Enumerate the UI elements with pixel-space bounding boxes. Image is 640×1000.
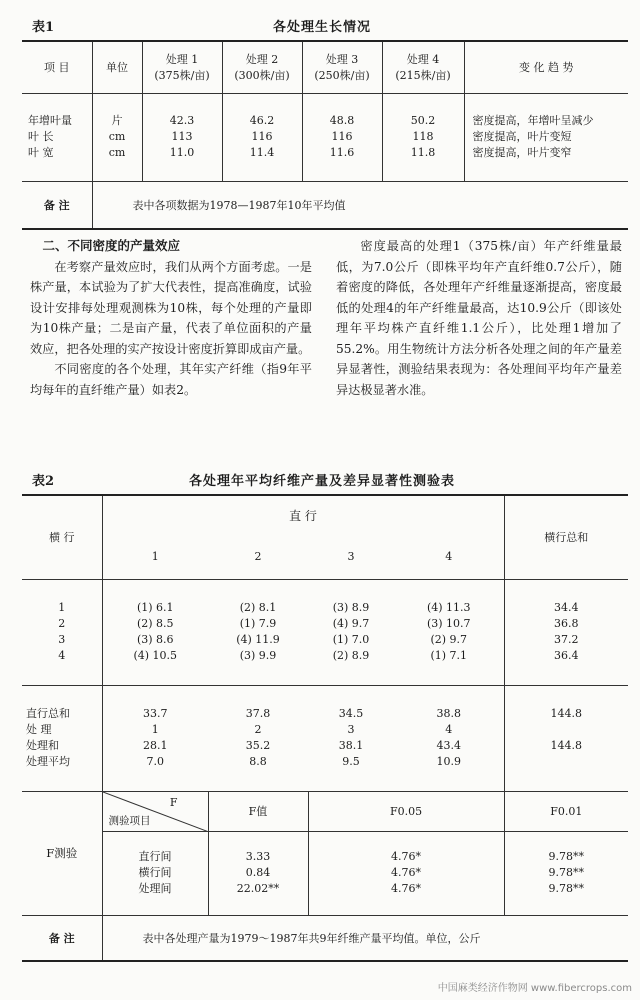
table1-note-row	[22, 181, 628, 229]
table1-title: 各处理生长情况	[272, 20, 371, 35]
table1-head-t1: 处理 1 (375株/亩)	[142, 41, 222, 93]
table1-header-row	[22, 41, 628, 93]
right-text-column	[336, 236, 622, 400]
table2-grid-col1: (1) 6.1 (2) 8.5 (3) 8.6 (4) 10.5	[102, 579, 208, 685]
left-text-column	[30, 236, 312, 400]
diag-bottom-label: 测验项目	[108, 814, 151, 827]
table1-t4-values: 50.2 118 11.8	[382, 93, 464, 181]
table2-ftest-f05-values: 4.76* 4.76* 4.76*	[308, 831, 504, 915]
table1-t2-values: 46.2 116 11.4	[222, 93, 302, 181]
table2-number: 表2	[32, 474, 55, 489]
table2-summary-col3: 34.5 3 38.1 9.5	[338, 707, 364, 768]
table2-grid-col4: (4) 11.3 (3) 10.7 (2) 9.7 (1) 7.1	[426, 601, 471, 662]
table2-ftest-label: F测验	[46, 846, 78, 860]
table2-ftest-head-f01: F0.01	[504, 791, 628, 831]
table2-ftest-head-f05: F0.05	[308, 791, 504, 831]
table1-number: 表1	[32, 20, 55, 35]
table1-head-t3: 处理 3 (250株/亩)	[302, 41, 382, 93]
table1-t1-values: 42.3 113 11.0	[142, 93, 222, 181]
table1-units: 片 cm cm	[92, 93, 142, 181]
table2-caption	[22, 468, 622, 490]
table2-col-2: 2	[254, 550, 262, 564]
table1-head-t4: 处理 4 (215株/亩)	[382, 41, 464, 93]
site-watermark: 中国麻类经济作物网 www.fibercrops.com	[437, 983, 632, 994]
table2-col-group: 直 行	[102, 495, 504, 535]
diag-top-label: F	[169, 795, 178, 809]
table2-summary-totals: 144.8 144.8	[504, 685, 628, 791]
table1-caption	[22, 14, 622, 36]
table2-ftest-header-row	[22, 791, 628, 831]
table2-grid-row	[22, 579, 628, 685]
table1-head-unit: 单位	[92, 41, 142, 93]
table2-summary-col4: 38.8 4 43.4 10.9	[436, 707, 461, 768]
table2-ftest-items: 直行间 横行间 处理间	[102, 831, 208, 915]
table1-body-row	[22, 93, 628, 181]
table1-t3-values: 48.8 116 11.6	[302, 93, 382, 181]
table2-note-text: 表中各处理产量为1979～1987年共9年纤维产量平均值。单位，公斤	[102, 915, 628, 961]
table1-note-label: 备 注	[43, 198, 70, 212]
table2-note-label: 备 注	[48, 931, 75, 945]
table2-grid-col3: (3) 8.9 (4) 9.7 (1) 7.0 (2) 8.9	[332, 601, 370, 662]
table2-ftest-fvalues: 3.33 0.84 22.02**	[208, 831, 308, 915]
table1-trends: 密度提高，年增叶呈减少 密度提高，叶片变短 密度提高，叶片变窄	[464, 93, 628, 181]
table2-title: 各处理年平均纤维产量及差异显著性测验表	[188, 474, 455, 489]
table2-row-numbers: 1 2 3 4	[58, 601, 66, 662]
table2	[22, 494, 628, 962]
table2-ftest-body-row	[22, 831, 628, 915]
section-heading: 二、不同密度的产量效应	[42, 238, 181, 253]
table2-ftest-diagonal-cell	[102, 791, 208, 831]
table2-col-1: 1	[102, 535, 208, 579]
table2-row-head: 横 行	[49, 531, 75, 545]
table2-ftest-f01-values: 9.78** 9.78** 9.78**	[504, 831, 628, 915]
table2-col-4: 4	[445, 550, 453, 564]
table2-note-row	[22, 915, 628, 961]
table2-sum-head: 横行总和	[504, 495, 628, 579]
table1-note-text: 表中各项数据为1978—1987年10年平均值	[92, 181, 628, 229]
table2-col-3: 3	[347, 550, 355, 564]
left-paragraph-2: 不同密度的各个处理，其年实产纤维（指9年平均每年的直纤维产量）如表2。	[30, 362, 312, 397]
table1-items: 年增叶量 叶 长 叶 宽	[28, 114, 72, 159]
table2-grid-col2: (2) 8.1 (1) 7.9 (4) 11.9 (3) 9.9	[236, 601, 280, 662]
left-paragraph-1: 在考察产量效应时，我们从两个方面考虑。一是株产量，本试验为了扩大代表性，提高准确度，试验设计安排每处理观测株为10株，每个处理的产量即为10株产量；二是亩产量，代表了单位面积的产量效应，把各处理的实产按设计密度折算即成亩产量。	[30, 259, 312, 356]
table1-head-item: 项 目	[44, 61, 70, 75]
table1-head-t2: 处理 2 (300株/亩)	[222, 41, 302, 93]
right-paragraph-1: 密度最高的处理1（375株/亩）年产纤维量最低，为7.0公斤（即株平均年产直纤维0.7公斤），随着密度的降低，各处理年产纤维量逐渐提高，密度最低的处理4的年产纤维量最高，达10.9公斤（即该处理年平均株产直纤维1.1公斤），比处理1增加了55.2%。用生物统计方法分析各处理之间的年产量差异显著性，测验结果表现为：各处理间平均年产量差异达极显著水准。	[336, 239, 622, 397]
table2-summary-col1: 33.7 1 28.1 7.0	[102, 685, 208, 791]
table1	[22, 40, 628, 230]
table2-summary-col2: 37.8 2 35.2 8.8	[245, 707, 271, 768]
table2-header-row1	[22, 495, 628, 535]
table2-ftest-head-f: F值	[208, 791, 308, 831]
table2-row-sums: 34.4 36.8 37.2 36.4	[504, 579, 628, 685]
table2-summary-row	[22, 685, 628, 791]
table1-head-trend: 变 化 趋 势	[464, 41, 628, 93]
table2-summary-labels: 直行总和 处 理 处理和 处理平均	[26, 707, 70, 768]
